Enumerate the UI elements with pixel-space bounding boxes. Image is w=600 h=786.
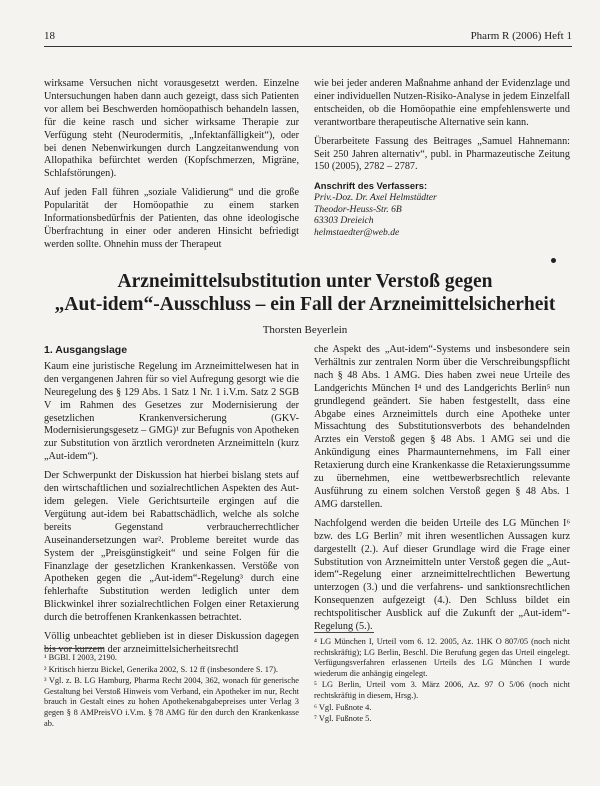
footnote-rule-right [314, 632, 374, 633]
address-label: Anschrift des Verfassers: [314, 180, 428, 192]
article-title-line-2: „Aut-idem“-Ausschluss – ein Fall der Arzneimittelsicherheit [54, 294, 556, 315]
article-right-column [314, 344, 570, 640]
end-of-article-mark [551, 258, 556, 263]
footnote: ¹ BGBl. I 2003, 2190. [44, 653, 118, 662]
paragraph: Überarbeitete Fassung des Beitrages „Samuel Hahnemann: Seit 250 Jahren alternativ“, publ. in Pharmazeutische Zeitung 150 (2005), 2782 – 2787. [314, 135, 570, 173]
journal-reference: Pharm R (2006) Heft 1 [470, 30, 572, 42]
footnote: ⁷ Vgl. Fußnote 5. [314, 714, 372, 724]
article-left-column [44, 344, 299, 663]
paragraph: wie bei jeder anderen Maßnahme anhand der Evidenzlage und einer individuellen Nutzen-Risiko-Analyse in jedem Einzelfall entscheiden, ob die Homöopathie eine empfehlenswerte und verantwortbare therapeutische Alternative sein kann. [314, 78, 570, 128]
page-header [44, 28, 572, 44]
article-author: Thorsten Beyerlein [262, 324, 348, 336]
address-street: Theodor-Heuss-Str. 6B [314, 203, 402, 215]
author-address [314, 180, 570, 238]
paragraph: wirksame Versuchen nicht vorausgesetzt werden. Einzelne Untersuchungen haben dann auch gezeigt, dass sich Patienten vor allem bei Beschwerden homöopathisch behandeln lassen, für die keine rasch und sicher wirksame Therapie zur Verfügung steht (Neurodermitis, „Infektanfälligkeit“), oder bei denen Nebenwirkungen durch Langzeitanwendung von Allopathika befürchtet werden (Kopfschmerzen, Migräne, Schlafstörungen). [44, 78, 299, 180]
paragraph: Völlig unbeachtet geblieben ist in dieser Diskussion dagegen bis vor kurzem der arzneimittelsicherheitsrechtl [44, 631, 299, 655]
footnote: ⁶ Vgl. Fußnote 4. [314, 702, 372, 712]
footnote-rule-left [44, 648, 104, 649]
address-email: helmstaedter@web.de [314, 226, 400, 238]
address-city: 63303 Dreieich [314, 215, 374, 227]
paragraph: Auf jeden Fall führen „soziale Validierung“ und die große Popularität der Homöopathie zu einem starken Informationsbedürfnis der Patienten, das ohne ideologische Überfrachtung in einer oder anderen Hinsicht befriedigt werden sollte. Ohnehin muss der Therapeut [44, 187, 299, 250]
footnote: ² Kritisch hierzu Bickel, Generika 2002, S. 12 ff (insbesondere S. 17). [44, 664, 279, 674]
page-number: 18 [44, 30, 55, 42]
paragraph: Nachfolgend werden die beiden Urteile des LG München I⁶ bzw. des LG Berlin⁷ mit ihren wesentlichen Aussagen kurz dargestellt (2.). Auf dieser Grundlage wird die Frage einer Substitution von Arzneimitteln unter Verstoß gegen die „Aut-idem“-Regelung einer arzneimittelrechtlichen Bewertung unterzogen (3.) und die verfahrens- und sanktionsrechtlichen Konsequenzen aufgezeigt (4.). Den Schluss bildet ein rechtspolitischer Ausblick auf die Zukunft der „Aut-idem“-Regelung (5.). [314, 517, 570, 633]
footnote: ³ Vgl. z. B. LG Hamburg, Pharma Recht 2004, 362, wonach für generische Gestaltung bei Verstoß Hinweis vom Verband, ein Apotheker im nur, Recht brauch in Gestalt eines zu hohen Apothekenabgabepreises unter Verlag 3 gegen § 8 AMPreisVO i.V.m. § 78 AMG für den durch den Krankenkasse ab. [44, 676, 299, 728]
paragraph: Der Schwerpunkt der Diskussion hat hierbei bislang stets auf den wirtschaftlichen und sozialrechtlichen Aspekten des Aut-idem gelegen. Viele Gerichtsurteile ergingen auf die Vergütung aut-idem bei Rabattschädlich, welche als solche bereits Gegenstand verbraucherrechtlicher Auseinandersetzungen war². Probleme bereitet wurde das System der „Preisgünstigkeit“ und seine Folgen für die Finanzlage der gesetzlichen Krankenkassen. Verstöße von Apotheken gegen die „Aut-idem“-Regelung³ durch eine fehlerhafte Substitution werden lediglich unter dem Blickwinkel ihrer sozialrechtlichen Folgen einer Retaxierung durch die betroffenen Krankenkassen betrachtet. [44, 470, 299, 624]
article-title-line-1: Arzneimittelsubstitution unter Verstoß gegen [117, 271, 493, 292]
header-rule [44, 46, 572, 47]
footnotes-right [314, 637, 570, 726]
prev-article-left-column [44, 78, 299, 258]
paragraph: che Aspekt des „Aut-idem“-Systems und insbesondere sein Verhältnis zur zentralen Norm über die Verschreibungspflicht nach § 48 Abs. 1 AMG. Dies haben zwei neue Urteile des Landgerichts München I⁴ und des Landgerichts Berlin⁵ nun grundlegend geändert. Sie haben festgestellt, dass eine Abgabe eines Arzneimittels durch eine Apotheke unter Missachtung des Substitutionsverbots des behandelnden Arztes ein Verstoß gegen § 48 Abs. 1 AMG sei und die Ankündigung eines Pharmaunternehmens, im Fall einer Retaxierung durch eine Krankenkasse die Retaxierungssumme zu übernehmen, eine wettbewerbsrechtlich relevante Ausführung zu einem solchen Verstoß gegen § 48 Abs. 1 AMG darstellen. [314, 344, 570, 510]
footnotes-left [44, 653, 299, 730]
footnote: ⁴ LG München I, Urteil vom 6. 12. 2005, Az. 1HK O 807/05 (noch nicht rechtskräftig); LG Berlin, Beschl. Die Berufung gegen das Urteil eingelegt. Verfügungsverfahren erlassenen Urteils des LG München I wurde wiederum die anhängig eingelegt. [314, 637, 570, 678]
footnote: ⁵ LG Berlin, Urteil vom 3. März 2006, Az. 97 O 5/06 (noch nicht rechtskräftig in diesem, Hrsg.). [314, 680, 570, 700]
paragraph: Kaum eine juristische Regelung im Arzneimittelwesen hat in den vergangenen Jahren für so viel Aufregung gesorgt wie die Neuregelung des § 129 Abs. 1 Satz 1 Nr. 1 i.V.m. Satz 2 SGB V im Rahmen des Gesetzes zur Modernisierung der gesetzlichen Krankenversicherung (GKV-Modernisierungsgesetz – GMG)¹ zur Befugnis von Apotheken zur Substitution von ärztlich verordneten Arzneimitteln (kurz „Aut-idem“). [44, 360, 299, 463]
address-name: Priv.-Doz. Dr. Axel Helmstädter [314, 191, 437, 203]
prev-article-right-column [314, 78, 570, 238]
section-heading: 1. Ausgangslage [44, 344, 128, 356]
